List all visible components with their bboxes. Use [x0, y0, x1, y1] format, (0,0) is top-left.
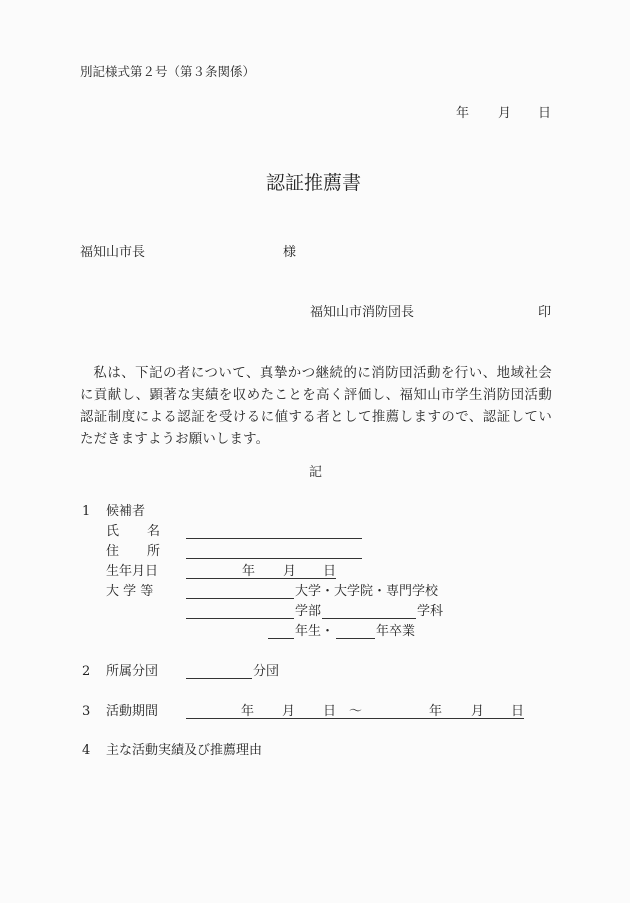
date-year: 年: [456, 106, 470, 121]
name-label-1: 氏: [106, 524, 120, 539]
faculty-field[interactable]: [186, 605, 294, 619]
address-label-1: 住: [106, 544, 120, 559]
date-day: 日: [538, 106, 552, 121]
grade-field[interactable]: [268, 625, 294, 639]
period-tilde: ～: [349, 704, 363, 719]
section-number: 2: [82, 664, 91, 679]
name-field[interactable]: [186, 525, 362, 539]
addressee-name: 福知山市長: [80, 245, 146, 260]
addressee-honorific: 様: [283, 245, 297, 260]
form-label: 別記様式第２号（第３条関係）: [80, 64, 256, 79]
from-day: 日: [323, 704, 337, 719]
name-label-2: 名: [147, 524, 161, 539]
body-paragraph: 私は、下記の者について、真摯かつ継続的に消防団活動を行い、地域社会に貢献し、顕著な実績を収めたことを高く評価し、福知山市学生消防団活動認証制度による認証を受けるに値する者として推薦しますので、認証していただきますようお願いします。: [80, 366, 552, 447]
faculty-suffix: 学部: [295, 604, 322, 619]
university-label: 大 学 等: [106, 584, 154, 599]
section-number: 4: [82, 743, 91, 758]
department-field[interactable]: [322, 605, 416, 619]
birth-month: 月: [283, 564, 297, 579]
branch-suffix: 分団: [253, 664, 280, 679]
university-type: 大学・大学院・専門学校: [295, 584, 439, 599]
birthdate-label: 生年月日: [106, 564, 159, 579]
birth-year: 年: [242, 564, 256, 579]
section-number: 3: [82, 704, 91, 719]
graduation-year-field[interactable]: [336, 625, 375, 639]
seal-mark: 印: [538, 305, 552, 320]
from-month: 月: [282, 704, 296, 719]
date-month: 月: [498, 106, 512, 121]
section-label: 候補者: [106, 504, 146, 519]
section-label: 所属分団: [106, 664, 159, 679]
from-year: 年: [241, 704, 255, 719]
address-label-2: 所: [147, 544, 161, 559]
to-year: 年: [429, 704, 443, 719]
birthdate-field[interactable]: [186, 565, 336, 579]
address-field[interactable]: [186, 545, 362, 559]
grade-suffix: 年生・: [295, 624, 335, 639]
graduation-suffix: 年卒業: [376, 624, 416, 639]
branch-field[interactable]: [186, 665, 252, 679]
department-suffix: 学科: [417, 604, 444, 619]
sender-name: 福知山市消防団長: [310, 305, 415, 320]
ki-heading: 記: [309, 465, 323, 480]
section-label: 主な活動実績及び推薦理由: [106, 743, 263, 758]
to-day: 日: [511, 704, 525, 719]
to-month: 月: [471, 704, 485, 719]
section-number: 1: [82, 504, 91, 519]
document-title: 認証推薦書: [266, 172, 362, 194]
university-field[interactable]: [186, 585, 294, 599]
birth-day: 日: [323, 564, 337, 579]
section-label: 活動期間: [106, 704, 159, 719]
